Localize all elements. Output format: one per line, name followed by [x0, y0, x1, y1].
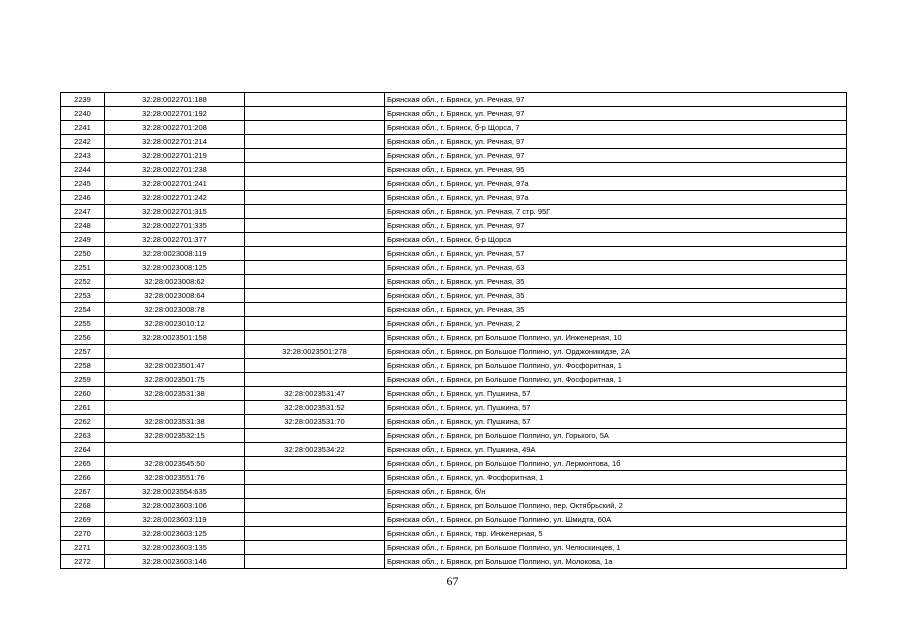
address-cell: Брянская обл., г. Брянск, ул. Пушкина, 49А [385, 443, 847, 457]
row-number-cell: 2243 [61, 149, 105, 163]
row-number-cell: 2247 [61, 205, 105, 219]
row-number-cell: 2257 [61, 345, 105, 359]
table-row [61, 261, 847, 275]
address-cell: Брянская обл., г. Брянск, ул. Пушкина, 57 [385, 387, 847, 401]
table-row [61, 485, 847, 499]
related-cadastral-number-cell [245, 429, 385, 443]
cadastral-number-cell: 32:28:0023501:47 [105, 359, 245, 373]
address-cell: Брянская обл., г. Брянск, рп Большое Полпино, ул. Орджоникидзе, 2А [385, 345, 847, 359]
cadastral-number-cell [105, 443, 245, 457]
related-cadastral-number-cell [245, 275, 385, 289]
address-cell: Брянская обл., г. Брянск, рп Большое Полпино, ул. Челюскинцев, 1 [385, 541, 847, 555]
related-cadastral-number-cell [245, 373, 385, 387]
address-cell: Брянская обл., г. Брянск, рп Большое Полпино, ул. Инженерная, 10 [385, 331, 847, 345]
cadastral-number-cell: 32:28:0023008:64 [105, 289, 245, 303]
cadastral-number-cell: 32:28:0023531:38 [105, 387, 245, 401]
address-cell: Брянская обл., г. Брянск, ул. Речная, 57 [385, 247, 847, 261]
related-cadastral-number-cell [245, 317, 385, 331]
table-row [61, 401, 847, 415]
table-row [61, 205, 847, 219]
related-cadastral-number-cell: 32:28:0023531:70 [245, 415, 385, 429]
cadastral-number-cell [105, 345, 245, 359]
table-row [61, 359, 847, 373]
table-row [61, 275, 847, 289]
cadastral-number-cell: 32:28:0022701:238 [105, 163, 245, 177]
table-row [61, 387, 847, 401]
row-number-cell: 2244 [61, 163, 105, 177]
table-row [61, 191, 847, 205]
related-cadastral-number-cell [245, 471, 385, 485]
table-row [61, 527, 847, 541]
related-cadastral-number-cell [245, 541, 385, 555]
row-number-cell: 2253 [61, 289, 105, 303]
address-cell: Брянская обл., г. Брянск, рп Большое Полпино, пер. Октябрьский, 2 [385, 499, 847, 513]
address-cell: Брянская обл., г. Брянск, б-р Щорса [385, 233, 847, 247]
cadastral-number-cell: 32:28:0023603:106 [105, 499, 245, 513]
table-row [61, 457, 847, 471]
row-number-cell: 2246 [61, 191, 105, 205]
table-row [61, 317, 847, 331]
cadastral-number-cell: 32:28:0022701:192 [105, 107, 245, 121]
cadastral-number-cell: 32:28:0023603:125 [105, 527, 245, 541]
cadastral-number-cell: 32:28:0023008:125 [105, 261, 245, 275]
row-number-cell: 2255 [61, 317, 105, 331]
related-cadastral-number-cell [245, 121, 385, 135]
address-cell: Брянская обл., г. Брянск, ул. Речная, 97 [385, 135, 847, 149]
address-cell: Брянская обл., г. Брянск, твр. Инженерная, 5 [385, 527, 847, 541]
address-cell: Брянская обл., г. Брянск, ул. Пушкина, 57 [385, 415, 847, 429]
related-cadastral-number-cell [245, 247, 385, 261]
row-number-cell: 2271 [61, 541, 105, 555]
table-row [61, 219, 847, 233]
address-cell: Брянская обл., г. Брянск, рп Большое Полпино, ул. Шмидта, 60А [385, 513, 847, 527]
related-cadastral-number-cell [245, 457, 385, 471]
row-number-cell: 2272 [61, 555, 105, 569]
row-number-cell: 2268 [61, 499, 105, 513]
related-cadastral-number-cell: 32:28:0023531:52 [245, 401, 385, 415]
row-number-cell: 2250 [61, 247, 105, 261]
cadastral-number-cell: 32:28:0023010:12 [105, 317, 245, 331]
related-cadastral-number-cell: 32:28:0023534:22 [245, 443, 385, 457]
table-row [61, 429, 847, 443]
cadastral-number-cell: 32:28:0023008:78 [105, 303, 245, 317]
table-row [61, 289, 847, 303]
address-cell: Брянская обл., г. Брянск, ул. Речная, 97 [385, 93, 847, 107]
row-number-cell: 2260 [61, 387, 105, 401]
table-row [61, 163, 847, 177]
table-row [61, 513, 847, 527]
table-row [61, 373, 847, 387]
table-row [61, 121, 847, 135]
address-cell: Брянская обл., г. Брянск, ул. Речная, 97 [385, 149, 847, 163]
related-cadastral-number-cell [245, 261, 385, 275]
address-cell: Брянская обл., г. Брянск, ул. Речная, 97а [385, 191, 847, 205]
related-cadastral-number-cell [245, 359, 385, 373]
row-number-cell: 2249 [61, 233, 105, 247]
row-number-cell: 2242 [61, 135, 105, 149]
cadastral-number-cell: 32:28:0023554:635 [105, 485, 245, 499]
related-cadastral-number-cell: 32:28:0023501:278 [245, 345, 385, 359]
related-cadastral-number-cell [245, 513, 385, 527]
related-cadastral-number-cell [245, 331, 385, 345]
related-cadastral-number-cell [245, 107, 385, 121]
cadastral-number-cell: 32:28:0023008:62 [105, 275, 245, 289]
cadastral-number-cell: 32:28:0022701:377 [105, 233, 245, 247]
cadastral-number-cell: 32:28:0022701:242 [105, 191, 245, 205]
table-row [61, 247, 847, 261]
row-number-cell: 2241 [61, 121, 105, 135]
table-row [61, 499, 847, 513]
related-cadastral-number-cell [245, 303, 385, 317]
address-cell: Брянская обл., г. Брянск, ул. Речная, 97 [385, 107, 847, 121]
cadastral-number-cell: 32:28:0022701:241 [105, 177, 245, 191]
address-cell: Брянская обл., г. Брянск, ул. Речная, 35 [385, 275, 847, 289]
cadastral-number-cell: 32:28:0022701:188 [105, 93, 245, 107]
row-number-cell: 2263 [61, 429, 105, 443]
cadastral-number-cell: 32:28:0023008:119 [105, 247, 245, 261]
page-number: 67 [446, 574, 459, 588]
cadastral-number-cell: 32:28:0023603:119 [105, 513, 245, 527]
row-number-cell: 2261 [61, 401, 105, 415]
row-number-cell: 2267 [61, 485, 105, 499]
address-cell: Брянская обл., г. Брянск, рп Большое Полпино, ул. Фосфоритная, 1 [385, 359, 847, 373]
row-number-cell: 2262 [61, 415, 105, 429]
table-row [61, 471, 847, 485]
related-cadastral-number-cell [245, 135, 385, 149]
table-row [61, 443, 847, 457]
related-cadastral-number-cell [245, 527, 385, 541]
address-cell: Брянская обл., г. Брянск, ул. Речная, 97а [385, 177, 847, 191]
address-cell: Брянская обл., г. Брянск, ул. Речная, 35 [385, 303, 847, 317]
address-cell: Брянская обл., г. Брянск, б/н [385, 485, 847, 499]
row-number-cell: 2245 [61, 177, 105, 191]
address-cell: Брянская обл., г. Брянск, рп Большое Полпино, ул. Молокова, 1а [385, 555, 847, 569]
table-row [61, 107, 847, 121]
cadastral-number-cell: 32:28:0023531:38 [105, 415, 245, 429]
related-cadastral-number-cell [245, 93, 385, 107]
related-cadastral-number-cell [245, 163, 385, 177]
address-cell: Брянская обл., г. Брянск, ул. Речная, 7 стр. 95Г [385, 205, 847, 219]
address-cell: Брянская обл., г. Брянск, рп Большое Полпино, ул. Горького, 5А [385, 429, 847, 443]
row-number-cell: 2264 [61, 443, 105, 457]
registry-table [60, 92, 847, 569]
cadastral-number-cell: 32:28:0023603:146 [105, 555, 245, 569]
address-cell: Брянская обл., г. Брянск, рп Большое Полпино, ул. Лермонтова, 1б [385, 457, 847, 471]
row-number-cell: 2256 [61, 331, 105, 345]
address-cell: Брянская обл., г. Брянск, рп Большое Полпино, ул. Фосфоритная, 1 [385, 373, 847, 387]
table-row [61, 555, 847, 569]
row-number-cell: 2259 [61, 373, 105, 387]
address-cell: Брянская обл., г. Брянск, ул. Речная, 63 [385, 261, 847, 275]
row-number-cell: 2239 [61, 93, 105, 107]
cadastral-number-cell: 32:28:0023501:75 [105, 373, 245, 387]
address-cell: Брянская обл., г. Брянск, ул. Речная, 2 [385, 317, 847, 331]
address-cell: Брянская обл., г. Брянск, ул. Пушкина, 57 [385, 401, 847, 415]
row-number-cell: 2254 [61, 303, 105, 317]
cadastral-number-cell: 32:28:0022701:335 [105, 219, 245, 233]
cadastral-number-cell: 32:28:0022701:219 [105, 149, 245, 163]
row-number-cell: 2258 [61, 359, 105, 373]
cadastral-number-cell: 32:28:0022701:214 [105, 135, 245, 149]
related-cadastral-number-cell [245, 177, 385, 191]
row-number-cell: 2266 [61, 471, 105, 485]
row-number-cell: 2270 [61, 527, 105, 541]
cadastral-number-cell: 32:28:0023551:76 [105, 471, 245, 485]
related-cadastral-number-cell [245, 233, 385, 247]
related-cadastral-number-cell [245, 149, 385, 163]
related-cadastral-number-cell [245, 289, 385, 303]
table-row [61, 177, 847, 191]
table-row [61, 233, 847, 247]
address-cell: Брянская обл., г. Брянск, ул. Речная, 97 [385, 219, 847, 233]
row-number-cell: 2252 [61, 275, 105, 289]
cadastral-number-cell: 32:28:0023545:50 [105, 457, 245, 471]
cadastral-number-cell [105, 401, 245, 415]
related-cadastral-number-cell [245, 555, 385, 569]
related-cadastral-number-cell [245, 205, 385, 219]
related-cadastral-number-cell: 32:28:0023531:47 [245, 387, 385, 401]
cadastral-number-cell: 32:28:0022701:208 [105, 121, 245, 135]
related-cadastral-number-cell [245, 219, 385, 233]
table-row [61, 135, 847, 149]
address-cell: Брянская обл., г. Брянск, ул. Речная, 95 [385, 163, 847, 177]
table-row [61, 541, 847, 555]
row-number-cell: 2269 [61, 513, 105, 527]
table-row [61, 93, 847, 107]
table-row [61, 345, 847, 359]
address-cell: Брянская обл., г. Брянск, ул. Фосфоритная, 1 [385, 471, 847, 485]
related-cadastral-number-cell [245, 191, 385, 205]
address-cell: Брянская обл., г. Брянск, б-р Щорса, 7 [385, 121, 847, 135]
cadastral-number-cell: 32:28:0023532:15 [105, 429, 245, 443]
row-number-cell: 2248 [61, 219, 105, 233]
cadastral-number-cell: 32:28:0022701:315 [105, 205, 245, 219]
registry-table-body [61, 93, 847, 569]
table-row [61, 331, 847, 345]
table-row [61, 303, 847, 317]
row-number-cell: 2240 [61, 107, 105, 121]
row-number-cell: 2251 [61, 261, 105, 275]
cadastral-number-cell: 32:28:0023501:158 [105, 331, 245, 345]
row-number-cell: 2265 [61, 457, 105, 471]
related-cadastral-number-cell [245, 499, 385, 513]
related-cadastral-number-cell [245, 485, 385, 499]
cadastral-number-cell: 32:28:0023603:135 [105, 541, 245, 555]
address-cell: Брянская обл., г. Брянск, ул. Речная, 35 [385, 289, 847, 303]
table-row [61, 149, 847, 163]
table-row [61, 415, 847, 429]
